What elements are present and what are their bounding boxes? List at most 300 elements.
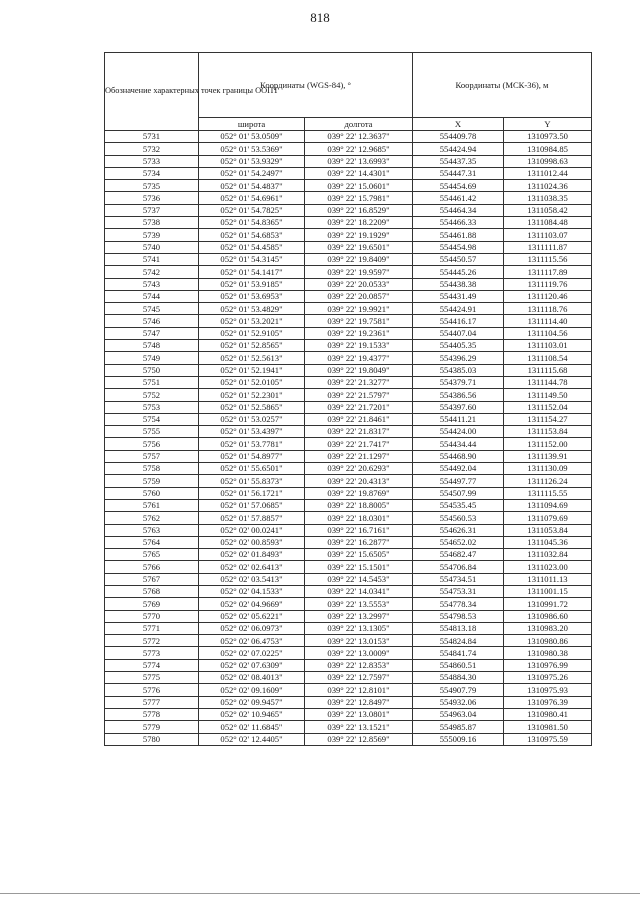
table-row <box>105 573 592 585</box>
y-cell: 1311023.00 <box>504 561 592 573</box>
longitude-cell: 039° 22' 21.5797" <box>305 389 413 401</box>
x-cell: 554411.21 <box>413 413 504 425</box>
x-cell: 554507.99 <box>413 487 504 499</box>
y-cell: 1311149.50 <box>504 389 592 401</box>
x-cell: 554438.38 <box>413 278 504 290</box>
y-cell: 1311111.87 <box>504 241 592 253</box>
table-row <box>105 512 592 524</box>
point-id-cell: 5739 <box>105 229 199 241</box>
latitude-cell: 052° 02' 00.0241" <box>199 524 305 536</box>
point-id-cell: 5737 <box>105 204 199 216</box>
longitude-cell: 039° 22' 12.8497" <box>305 696 413 708</box>
table-row <box>105 413 592 425</box>
longitude-cell: 039° 22' 21.1297" <box>305 450 413 462</box>
longitude-cell: 039° 22' 20.4313" <box>305 475 413 487</box>
longitude-cell: 039° 22' 12.8101" <box>305 684 413 696</box>
longitude-cell: 039° 22' 19.8769" <box>305 487 413 499</box>
point-id-cell: 5764 <box>105 536 199 548</box>
page-bottom-rule <box>0 893 640 894</box>
longitude-cell: 039° 22' 14.5453" <box>305 573 413 585</box>
point-id-cell: 5769 <box>105 598 199 610</box>
table-row <box>105 438 592 450</box>
table-row <box>105 696 592 708</box>
point-id-cell: 5761 <box>105 499 199 511</box>
y-cell: 1311045.36 <box>504 536 592 548</box>
table-row <box>105 155 592 167</box>
latitude-cell: 052° 01' 57.0685" <box>199 499 305 511</box>
point-id-cell: 5778 <box>105 708 199 720</box>
point-id-cell: 5741 <box>105 253 199 265</box>
x-cell: 554424.91 <box>413 303 504 315</box>
latitude-cell: 052° 01' 54.1417" <box>199 266 305 278</box>
latitude-cell: 052° 01' 54.7825" <box>199 204 305 216</box>
x-cell: 554461.42 <box>413 192 504 204</box>
longitude-cell: 039° 22' 13.1305" <box>305 622 413 634</box>
longitude-cell: 039° 22' 19.7581" <box>305 315 413 327</box>
latitude-cell: 052° 02' 09.1609" <box>199 684 305 696</box>
x-cell: 554813.18 <box>413 622 504 634</box>
longitude-cell: 039° 22' 13.0153" <box>305 635 413 647</box>
longitude-cell: 039° 22' 19.1533" <box>305 340 413 352</box>
table-row <box>105 561 592 573</box>
y-cell: 1311032.84 <box>504 549 592 561</box>
point-id-cell: 5780 <box>105 733 199 745</box>
msk-coordinates-header: Координаты (МСК-36), м <box>413 53 592 118</box>
table-row <box>105 266 592 278</box>
latitude-cell: 052° 01' 54.6853" <box>199 229 305 241</box>
latitude-cell: 052° 01' 54.8365" <box>199 217 305 229</box>
x-cell: 554706.84 <box>413 561 504 573</box>
x-cell: 554535.45 <box>413 499 504 511</box>
table-row <box>105 131 592 143</box>
longitude-cell: 039° 22' 15.0601" <box>305 180 413 192</box>
longitude-cell: 039° 22' 21.8317" <box>305 426 413 438</box>
table-row <box>105 327 592 339</box>
y-cell: 1311115.55 <box>504 487 592 499</box>
table-row <box>105 340 592 352</box>
y-cell: 1311058.42 <box>504 204 592 216</box>
x-header: X <box>413 118 504 131</box>
latitude-cell: 052° 01' 57.8857" <box>199 512 305 524</box>
longitude-cell: 039° 22' 20.0533" <box>305 278 413 290</box>
latitude-cell: 052° 01' 54.6961" <box>199 192 305 204</box>
x-cell: 554753.31 <box>413 585 504 597</box>
y-cell: 1310998.63 <box>504 155 592 167</box>
y-cell: 1310980.41 <box>504 708 592 720</box>
y-cell: 1311115.68 <box>504 364 592 376</box>
x-cell: 554454.98 <box>413 241 504 253</box>
longitude-cell: 039° 22' 19.2361" <box>305 327 413 339</box>
latitude-cell: 052° 01' 53.9329" <box>199 155 305 167</box>
latitude-cell: 052° 01' 54.3145" <box>199 253 305 265</box>
longitude-cell: 039° 22' 18.2209" <box>305 217 413 229</box>
table-row <box>105 549 592 561</box>
point-id-cell: 5754 <box>105 413 199 425</box>
latitude-cell: 052° 01' 52.5865" <box>199 401 305 413</box>
latitude-cell: 052° 02' 06.0973" <box>199 622 305 634</box>
longitude-cell: 039° 22' 20.6293" <box>305 463 413 475</box>
latitude-cell: 052° 01' 52.2301" <box>199 389 305 401</box>
latitude-cell: 052° 02' 01.8493" <box>199 549 305 561</box>
x-cell: 554560.53 <box>413 512 504 524</box>
longitude-cell: 039° 22' 20.0857" <box>305 290 413 302</box>
longitude-cell: 039° 22' 12.7597" <box>305 672 413 684</box>
point-id-cell: 5779 <box>105 721 199 733</box>
x-cell: 554386.56 <box>413 389 504 401</box>
point-id-cell: 5745 <box>105 303 199 315</box>
point-id-cell: 5732 <box>105 143 199 155</box>
x-cell: 554416.17 <box>413 315 504 327</box>
table-row <box>105 352 592 364</box>
y-cell: 1311012.44 <box>504 167 592 179</box>
latitude-cell: 052° 01' 53.5369" <box>199 143 305 155</box>
x-cell: 554841.74 <box>413 647 504 659</box>
table-row <box>105 315 592 327</box>
latitude-cell: 052° 02' 04.1533" <box>199 585 305 597</box>
latitude-cell: 052° 01' 52.5613" <box>199 352 305 364</box>
table-row <box>105 585 592 597</box>
y-cell: 1311144.78 <box>504 376 592 388</box>
table-row <box>105 229 592 241</box>
longitude-cell: 039° 22' 18.0301" <box>305 512 413 524</box>
x-cell: 554396.29 <box>413 352 504 364</box>
longitude-cell: 039° 22' 13.6993" <box>305 155 413 167</box>
y-cell: 1311130.09 <box>504 463 592 475</box>
latitude-cell: 052° 01' 54.4837" <box>199 180 305 192</box>
longitude-cell: 039° 22' 13.5553" <box>305 598 413 610</box>
y-cell: 1311084.48 <box>504 217 592 229</box>
latitude-cell: 052° 01' 53.7781" <box>199 438 305 450</box>
y-cell: 1311153.84 <box>504 426 592 438</box>
y-cell: 1310976.99 <box>504 659 592 671</box>
latitude-cell: 052° 02' 00.8593" <box>199 536 305 548</box>
longitude-cell: 039° 22' 21.3277" <box>305 376 413 388</box>
x-cell: 554824.84 <box>413 635 504 647</box>
table-row <box>105 733 592 745</box>
point-id-cell: 5731 <box>105 131 199 143</box>
table-row <box>105 463 592 475</box>
longitude-cell: 039° 22' 19.8409" <box>305 253 413 265</box>
y-cell: 1311152.00 <box>504 438 592 450</box>
table-row <box>105 647 592 659</box>
longitude-cell: 039° 22' 13.1521" <box>305 721 413 733</box>
x-cell: 554985.87 <box>413 721 504 733</box>
x-cell: 554445.26 <box>413 266 504 278</box>
latitude-cell: 052° 01' 53.6953" <box>199 290 305 302</box>
point-id-cell: 5774 <box>105 659 199 671</box>
y-cell: 1310991.72 <box>504 598 592 610</box>
y-cell: 1310984.85 <box>504 143 592 155</box>
point-id-cell: 5742 <box>105 266 199 278</box>
table-row <box>105 426 592 438</box>
latitude-cell: 052° 02' 05.6221" <box>199 610 305 622</box>
latitude-cell: 052° 02' 07.6309" <box>199 659 305 671</box>
y-header: Y <box>504 118 592 131</box>
y-cell: 1311011.13 <box>504 573 592 585</box>
y-cell: 1311114.40 <box>504 315 592 327</box>
y-cell: 1310973.50 <box>504 131 592 143</box>
latitude-cell: 052° 02' 10.9465" <box>199 708 305 720</box>
longitude-cell: 039° 22' 19.1929" <box>305 229 413 241</box>
point-id-cell: 5750 <box>105 364 199 376</box>
x-cell: 554497.77 <box>413 475 504 487</box>
table-body <box>105 131 592 746</box>
x-cell: 554454.69 <box>413 180 504 192</box>
longitude-cell: 039° 22' 14.0341" <box>305 585 413 597</box>
point-id-cell: 5762 <box>105 512 199 524</box>
y-cell: 1310986.60 <box>504 610 592 622</box>
longitude-header: долгота <box>305 118 413 131</box>
y-cell: 1311079.69 <box>504 512 592 524</box>
table-row <box>105 708 592 720</box>
point-id-cell: 5744 <box>105 290 199 302</box>
point-id-cell: 5755 <box>105 426 199 438</box>
latitude-cell: 052° 01' 53.2021" <box>199 315 305 327</box>
x-cell: 554682.47 <box>413 549 504 561</box>
latitude-cell: 052° 02' 04.9669" <box>199 598 305 610</box>
longitude-cell: 039° 22' 19.4377" <box>305 352 413 364</box>
point-id-cell: 5751 <box>105 376 199 388</box>
y-cell: 1310981.50 <box>504 721 592 733</box>
latitude-cell: 052° 02' 08.4013" <box>199 672 305 684</box>
y-cell: 1311094.69 <box>504 499 592 511</box>
point-id-cell: 5743 <box>105 278 199 290</box>
x-cell: 554424.94 <box>413 143 504 155</box>
latitude-header: широта <box>199 118 305 131</box>
point-id-cell: 5746 <box>105 315 199 327</box>
longitude-cell: 039° 22' 16.2877" <box>305 536 413 548</box>
longitude-cell: 039° 22' 12.8569" <box>305 733 413 745</box>
y-cell: 1311108.54 <box>504 352 592 364</box>
table-row <box>105 672 592 684</box>
latitude-cell: 052° 01' 52.0105" <box>199 376 305 388</box>
table-row <box>105 204 592 216</box>
latitude-cell: 052° 01' 54.2497" <box>199 167 305 179</box>
y-cell: 1311104.56 <box>504 327 592 339</box>
longitude-cell: 039° 22' 19.8049" <box>305 364 413 376</box>
x-cell: 554860.51 <box>413 659 504 671</box>
point-id-cell: 5738 <box>105 217 199 229</box>
point-id-cell: 5753 <box>105 401 199 413</box>
latitude-cell: 052° 01' 52.1941" <box>199 364 305 376</box>
table-row <box>105 180 592 192</box>
point-id-cell: 5775 <box>105 672 199 684</box>
point-id-cell: 5773 <box>105 647 199 659</box>
longitude-cell: 039° 22' 13.0009" <box>305 647 413 659</box>
point-id-cell: 5752 <box>105 389 199 401</box>
x-cell: 554884.30 <box>413 672 504 684</box>
y-cell: 1310980.86 <box>504 635 592 647</box>
table-row <box>105 598 592 610</box>
longitude-cell: 039° 22' 19.9597" <box>305 266 413 278</box>
y-cell: 1310975.26 <box>504 672 592 684</box>
y-cell: 1311120.46 <box>504 290 592 302</box>
x-cell: 555009.16 <box>413 733 504 745</box>
x-cell: 554461.88 <box>413 229 504 241</box>
table-row <box>105 278 592 290</box>
x-cell: 554397.60 <box>413 401 504 413</box>
point-id-cell: 5768 <box>105 585 199 597</box>
latitude-cell: 052° 02' 11.6845" <box>199 721 305 733</box>
longitude-cell: 039° 22' 21.7417" <box>305 438 413 450</box>
point-id-cell: 5771 <box>105 622 199 634</box>
y-cell: 1311024.36 <box>504 180 592 192</box>
table-row <box>105 217 592 229</box>
x-cell: 554932.06 <box>413 696 504 708</box>
point-id-cell: 5772 <box>105 635 199 647</box>
x-cell: 554963.04 <box>413 708 504 720</box>
point-id-cell: 5740 <box>105 241 199 253</box>
longitude-cell: 039° 22' 12.3637" <box>305 131 413 143</box>
y-cell: 1311103.07 <box>504 229 592 241</box>
table-row <box>105 475 592 487</box>
longitude-cell: 039° 22' 14.4301" <box>305 167 413 179</box>
x-cell: 554385.03 <box>413 364 504 376</box>
x-cell: 554434.44 <box>413 438 504 450</box>
x-cell: 554431.49 <box>413 290 504 302</box>
longitude-cell: 039° 22' 21.7201" <box>305 401 413 413</box>
wgs-coordinates-header: Координаты (WGS-84), ° <box>199 53 413 118</box>
table-row <box>105 721 592 733</box>
x-cell: 554437.35 <box>413 155 504 167</box>
y-cell: 1311053.84 <box>504 524 592 536</box>
y-cell: 1311117.89 <box>504 266 592 278</box>
point-id-cell: 5733 <box>105 155 199 167</box>
y-cell: 1310975.93 <box>504 684 592 696</box>
y-cell: 1311139.91 <box>504 450 592 462</box>
longitude-cell: 039° 22' 19.9921" <box>305 303 413 315</box>
latitude-cell: 052° 01' 55.6501" <box>199 463 305 475</box>
x-cell: 554447.31 <box>413 167 504 179</box>
latitude-cell: 052° 01' 53.4397" <box>199 426 305 438</box>
table-row <box>105 376 592 388</box>
point-id-cell: 5747 <box>105 327 199 339</box>
table-row <box>105 499 592 511</box>
x-cell: 554907.79 <box>413 684 504 696</box>
point-id-cell: 5757 <box>105 450 199 462</box>
latitude-cell: 052° 01' 54.8977" <box>199 450 305 462</box>
latitude-cell: 052° 02' 03.5413" <box>199 573 305 585</box>
table-row <box>105 524 592 536</box>
table-row <box>105 303 592 315</box>
x-cell: 554409.78 <box>413 131 504 143</box>
longitude-cell: 039° 22' 21.8461" <box>305 413 413 425</box>
page-number: 818 <box>310 10 330 25</box>
latitude-cell: 052° 01' 54.4585" <box>199 241 305 253</box>
table-row <box>105 401 592 413</box>
y-cell: 1311152.04 <box>504 401 592 413</box>
table-row <box>105 622 592 634</box>
point-id-cell: 5749 <box>105 352 199 364</box>
x-cell: 554407.04 <box>413 327 504 339</box>
latitude-cell: 052° 01' 52.8565" <box>199 340 305 352</box>
point-id-cell: 5767 <box>105 573 199 585</box>
longitude-cell: 039° 22' 19.6501" <box>305 241 413 253</box>
longitude-cell: 039° 22' 16.8529" <box>305 204 413 216</box>
latitude-cell: 052° 02' 06.4753" <box>199 635 305 647</box>
longitude-cell: 039° 22' 13.2997" <box>305 610 413 622</box>
table-header-row <box>105 53 592 118</box>
y-cell: 1310980.38 <box>504 647 592 659</box>
y-cell: 1311118.76 <box>504 303 592 315</box>
longitude-cell: 039° 22' 12.9685" <box>305 143 413 155</box>
latitude-cell: 052° 02' 02.6413" <box>199 561 305 573</box>
point-id-cell: 5734 <box>105 167 199 179</box>
longitude-cell: 039° 22' 12.8353" <box>305 659 413 671</box>
longitude-cell: 039° 22' 18.8005" <box>305 499 413 511</box>
x-cell: 554464.34 <box>413 204 504 216</box>
latitude-cell: 052° 02' 07.0225" <box>199 647 305 659</box>
x-cell: 554734.51 <box>413 573 504 585</box>
y-cell: 1310976.39 <box>504 696 592 708</box>
table-row <box>105 487 592 499</box>
point-id-cell: 5777 <box>105 696 199 708</box>
point-id-cell: 5765 <box>105 549 199 561</box>
point-id-cell: 5758 <box>105 463 199 475</box>
x-cell: 554652.02 <box>413 536 504 548</box>
point-id-cell: 5735 <box>105 180 199 192</box>
longitude-cell: 039° 22' 15.6505" <box>305 549 413 561</box>
longitude-cell: 039° 22' 15.1501" <box>305 561 413 573</box>
table-row <box>105 253 592 265</box>
latitude-cell: 052° 01' 52.9105" <box>199 327 305 339</box>
table-row <box>105 610 592 622</box>
y-cell: 1311119.76 <box>504 278 592 290</box>
x-cell: 554424.00 <box>413 426 504 438</box>
table-row <box>105 241 592 253</box>
latitude-cell: 052° 02' 09.9457" <box>199 696 305 708</box>
latitude-cell: 052° 01' 53.0509" <box>199 131 305 143</box>
x-cell: 554626.31 <box>413 524 504 536</box>
y-cell: 1311115.56 <box>504 253 592 265</box>
y-cell: 1310983.20 <box>504 622 592 634</box>
point-id-cell: 5759 <box>105 475 199 487</box>
y-cell: 1311038.35 <box>504 192 592 204</box>
x-cell: 554466.33 <box>413 217 504 229</box>
latitude-cell: 052° 01' 55.8373" <box>199 475 305 487</box>
table-row <box>105 389 592 401</box>
point-id-cell: 5736 <box>105 192 199 204</box>
point-label-header: Обозначение характерных точек границы ООПТ <box>105 53 199 131</box>
table-row <box>105 192 592 204</box>
longitude-cell: 039° 22' 13.0801" <box>305 708 413 720</box>
x-cell: 554450.57 <box>413 253 504 265</box>
point-id-cell: 5766 <box>105 561 199 573</box>
x-cell: 554468.90 <box>413 450 504 462</box>
table-row <box>105 290 592 302</box>
y-cell: 1310975.59 <box>504 733 592 745</box>
longitude-cell: 039° 22' 16.7161" <box>305 524 413 536</box>
latitude-cell: 052° 01' 53.4829" <box>199 303 305 315</box>
point-id-cell: 5756 <box>105 438 199 450</box>
x-cell: 554405.35 <box>413 340 504 352</box>
table-row <box>105 450 592 462</box>
table-row <box>105 536 592 548</box>
point-id-cell: 5776 <box>105 684 199 696</box>
y-cell: 1311126.24 <box>504 475 592 487</box>
x-cell: 554492.04 <box>413 463 504 475</box>
longitude-cell: 039° 22' 15.7981" <box>305 192 413 204</box>
x-cell: 554798.53 <box>413 610 504 622</box>
table-row <box>105 684 592 696</box>
latitude-cell: 052° 01' 56.1721" <box>199 487 305 499</box>
latitude-cell: 052° 02' 12.4405" <box>199 733 305 745</box>
point-id-cell: 5748 <box>105 340 199 352</box>
table-row <box>105 635 592 647</box>
table-row <box>105 364 592 376</box>
x-cell: 554778.34 <box>413 598 504 610</box>
y-cell: 1311001.15 <box>504 585 592 597</box>
